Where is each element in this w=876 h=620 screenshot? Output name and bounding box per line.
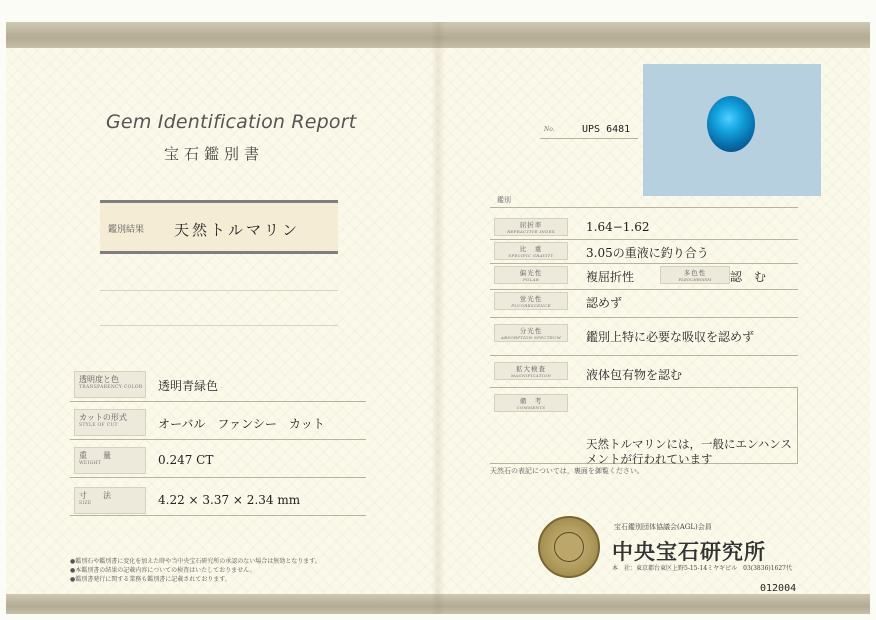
- serial-number: 012004: [760, 583, 797, 594]
- property-value: 4.22 × 3.37 × 2.34 mm: [158, 493, 301, 507]
- label-jp: 比 重: [519, 245, 543, 253]
- label-jp: 透明度と色: [79, 375, 119, 384]
- label-en: MAGNIFICATION: [510, 373, 552, 378]
- label-en: POLAR: [522, 277, 540, 282]
- property-row-refractive-index: [490, 216, 798, 240]
- property-row-size: [70, 484, 366, 516]
- label-jp: 分光性: [519, 327, 543, 335]
- property-row-polar: [490, 264, 798, 290]
- property-value: 0.247 CT: [158, 453, 214, 467]
- label-en: TRANSPARENCY·COLOR: [79, 385, 143, 390]
- property-value: オーバル ファンシー カット: [158, 417, 325, 431]
- label-jp: 偏光性: [519, 269, 543, 277]
- pleochroism-label: [660, 266, 730, 284]
- label-jp: カットの形式: [79, 413, 127, 422]
- property-label: [74, 409, 146, 436]
- gold-seal-icon: [538, 516, 600, 578]
- property-value: 複屈折性: [586, 270, 635, 284]
- label-jp: 重 量: [79, 451, 111, 460]
- label-en: FLUORESCENCE: [511, 303, 551, 308]
- property-value: 透明青緑色: [158, 379, 219, 393]
- property-label: [74, 371, 146, 398]
- property-label: [494, 394, 568, 412]
- property-label: [494, 362, 568, 380]
- label-jp: 屈折率: [519, 221, 543, 229]
- comment-line: 天然トルマリンには，一般にエンハンス: [586, 437, 792, 451]
- label-jp: 拡大検査: [516, 365, 546, 373]
- property-value: 1.64−1.62: [586, 220, 650, 234]
- property-value: 鑑別上特に必要な吸収を認めず: [586, 330, 755, 344]
- organization-name: 中央宝石研究所: [612, 540, 766, 564]
- result-box: [100, 200, 338, 254]
- label-en: WEIGHT: [79, 461, 102, 466]
- result-value: 天然トルマリン: [174, 221, 301, 239]
- label-jp: 寸 法: [79, 491, 111, 500]
- footnote: ●鑑別石や鑑別書に変化を加えた時や当中央宝石研究所の承認のない場合は無効となります。: [70, 558, 321, 565]
- identification-header: 鑑別: [497, 196, 511, 204]
- divider: [490, 207, 798, 208]
- property-row-weight: [70, 444, 366, 478]
- label-en: COMMENTS: [516, 405, 546, 410]
- gem-photo: [643, 64, 821, 196]
- property-label: [74, 447, 146, 474]
- property-label: [494, 324, 568, 342]
- label-en: SIZE: [79, 501, 92, 506]
- label-en: SPECIFIC GRAVITY: [508, 253, 554, 258]
- divider: [100, 325, 338, 326]
- pleochroism-value: 認 む: [730, 270, 767, 284]
- label-jp: 蛍光性: [519, 295, 543, 303]
- label-en: PLEOCHROISM: [678, 277, 712, 282]
- report-title-en: Gem Identification Report: [106, 111, 357, 133]
- label-jp: 備 考: [519, 397, 543, 405]
- property-value: 認めず: [586, 296, 623, 310]
- report-title-jp: 宝石鑑別書: [164, 145, 265, 163]
- footnotes: [70, 557, 321, 584]
- property-row-magnification: [490, 356, 798, 388]
- footer-note: 天然石の表記については，裏面を御覧ください。: [490, 467, 644, 475]
- organization-address: 本 社：東京都台東区上野5-15-14ミヤギビル 03(3836)1627代: [612, 565, 792, 572]
- property-label: [74, 487, 146, 514]
- label-en: ABSORPTION SPECTRUM: [500, 335, 562, 340]
- property-row-transparency-color: [70, 368, 366, 402]
- footnote: ●鑑別書発行に関する業務も鑑別書に記載されております。: [70, 576, 231, 583]
- organization-membership: 宝石鑑別団体協議会(AGL)会員: [614, 523, 712, 531]
- property-row-fluorescence: [490, 290, 798, 318]
- property-row-absorption-spectrum: [490, 318, 798, 356]
- comment-line: メントが行われています: [586, 452, 713, 466]
- report-number: UPS 6481: [582, 124, 631, 135]
- comment-text: [586, 437, 792, 467]
- footnote: ●本鑑別書の結果の記載内容についての検査はいたしておりません。: [70, 567, 256, 574]
- report-number-row: [540, 125, 638, 139]
- label-jp: 多色性: [683, 269, 707, 277]
- divider: [100, 290, 338, 291]
- label-en: STYLE OF CUT: [79, 423, 118, 428]
- property-label: [494, 242, 568, 260]
- result-label: 鑑別結果: [108, 225, 145, 235]
- label-en: REFRACTIVE INDEX: [507, 229, 555, 234]
- property-label: [494, 266, 568, 284]
- property-value: 3.05の重液に釣り合う: [586, 246, 709, 260]
- property-value: 液体包有物を認む: [586, 368, 683, 382]
- center-fold: [431, 22, 445, 614]
- report-number-label: No.: [544, 126, 555, 133]
- seal-emblem: [554, 532, 584, 562]
- property-label: [494, 292, 568, 310]
- property-row-specific-gravity: [490, 240, 798, 264]
- property-row-cut: [70, 406, 366, 440]
- gemstone-image: [707, 96, 755, 152]
- property-label: [494, 218, 568, 236]
